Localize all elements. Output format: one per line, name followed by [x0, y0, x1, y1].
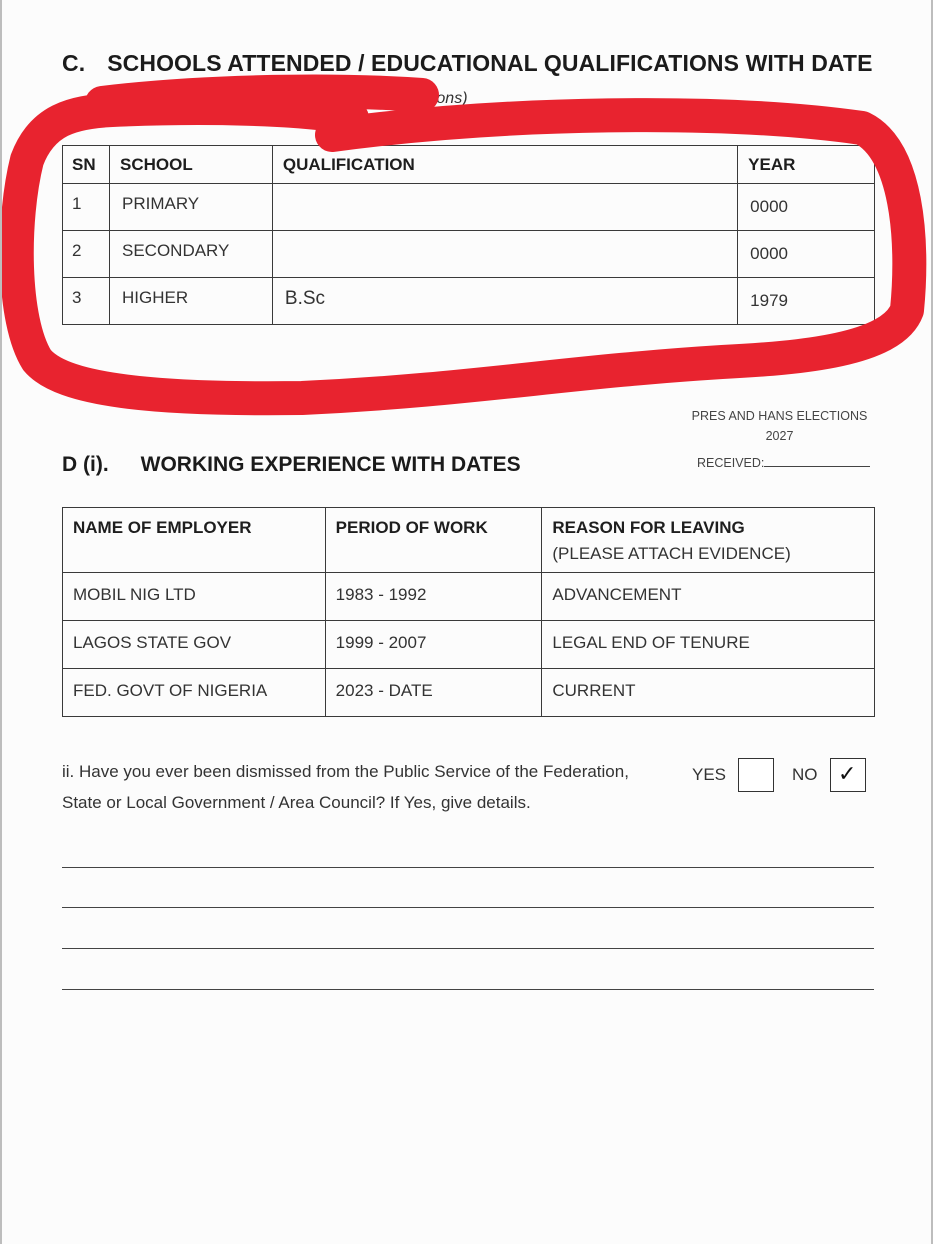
row-period: 2023 - DATE	[325, 669, 542, 717]
table-row	[63, 231, 875, 278]
check-icon: ✓	[838, 762, 857, 787]
section-c-letter: C.	[62, 50, 86, 76]
section-d-title: WORKING EXPERIENCE WITH DATES	[140, 453, 521, 476]
header-reason-note: (PLEASE ATTACH EVIDENCE)	[552, 544, 791, 563]
row-qualification[interactable]	[272, 184, 737, 231]
stamp-received-line	[764, 457, 870, 467]
section-c-heading	[62, 50, 873, 77]
row-employer: LAGOS STATE GOV	[63, 621, 326, 669]
row-qualification[interactable]	[272, 231, 737, 278]
header-reason	[542, 508, 875, 573]
header-sn: SN	[63, 146, 110, 184]
section-d-heading	[62, 453, 521, 477]
yes-label: YES	[692, 765, 727, 784]
row-school: PRIMARY	[109, 184, 272, 231]
row-qualification[interactable]: B.Sc	[272, 278, 737, 325]
stamp-line1: PRES AND HANS ELECTIONS	[691, 409, 868, 423]
dismissal-question: ii. Have you ever been dismissed from the Public Service of the Federation, State or Local Government / Area Council? If Yes, give details.	[62, 762, 629, 812]
row-period: 1999 - 2007	[325, 621, 542, 669]
row-year: 1979	[738, 278, 875, 325]
section-d-letter: D (i).	[62, 453, 109, 476]
no-checkbox[interactable]	[830, 758, 866, 792]
education-header-row	[63, 146, 875, 184]
row-employer: FED. GOVT OF NIGERIA	[63, 669, 326, 717]
details-line[interactable]	[62, 989, 874, 990]
no-label: NO	[792, 765, 818, 784]
row-period: 1983 - 1992	[325, 573, 542, 621]
header-period: PERIOD OF WORK	[325, 508, 542, 573]
header-school: SCHOOL	[109, 146, 272, 184]
header-employer: NAME OF EMPLOYER	[63, 508, 326, 573]
row-reason: ADVANCEMENT	[542, 573, 875, 621]
work-experience-table	[62, 507, 875, 717]
details-line[interactable]	[62, 867, 874, 868]
table-row	[63, 621, 875, 669]
row-sn: 3	[63, 278, 110, 325]
row-year: 0000	[738, 184, 875, 231]
stamp-line2: 2027	[765, 429, 794, 443]
row-school: SECONDARY	[109, 231, 272, 278]
header-reason-label: REASON FOR LEAVING	[552, 518, 745, 537]
section-c-subnote: (A ll educational qualifications)	[252, 90, 468, 107]
row-sn: 1	[63, 184, 110, 231]
table-row	[63, 669, 875, 717]
row-school: HIGHER	[109, 278, 272, 325]
row-year: 0000	[738, 231, 875, 278]
details-line[interactable]	[62, 907, 874, 908]
header-qualification: QUALIFICATION	[272, 146, 737, 184]
section-c-title: SCHOOLS ATTENDED / EDUCATIONAL QUALIFICATIONS WITH DATE	[107, 50, 873, 76]
table-row	[63, 573, 875, 621]
header-year: YEAR	[738, 146, 875, 184]
details-line[interactable]	[62, 948, 874, 949]
row-sn: 2	[63, 231, 110, 278]
stamp-received	[697, 456, 870, 470]
row-reason: LEGAL END OF TENURE	[542, 621, 875, 669]
education-table	[62, 145, 875, 325]
stamp-received-label: RECEIVED:	[697, 456, 765, 470]
row-employer: MOBIL NIG LTD	[63, 573, 326, 621]
work-header-row	[63, 508, 875, 573]
received-stamp	[667, 406, 892, 446]
table-row	[63, 184, 875, 231]
row-reason: CURRENT	[542, 669, 875, 717]
table-row	[63, 278, 875, 325]
yes-checkbox[interactable]	[738, 758, 774, 792]
